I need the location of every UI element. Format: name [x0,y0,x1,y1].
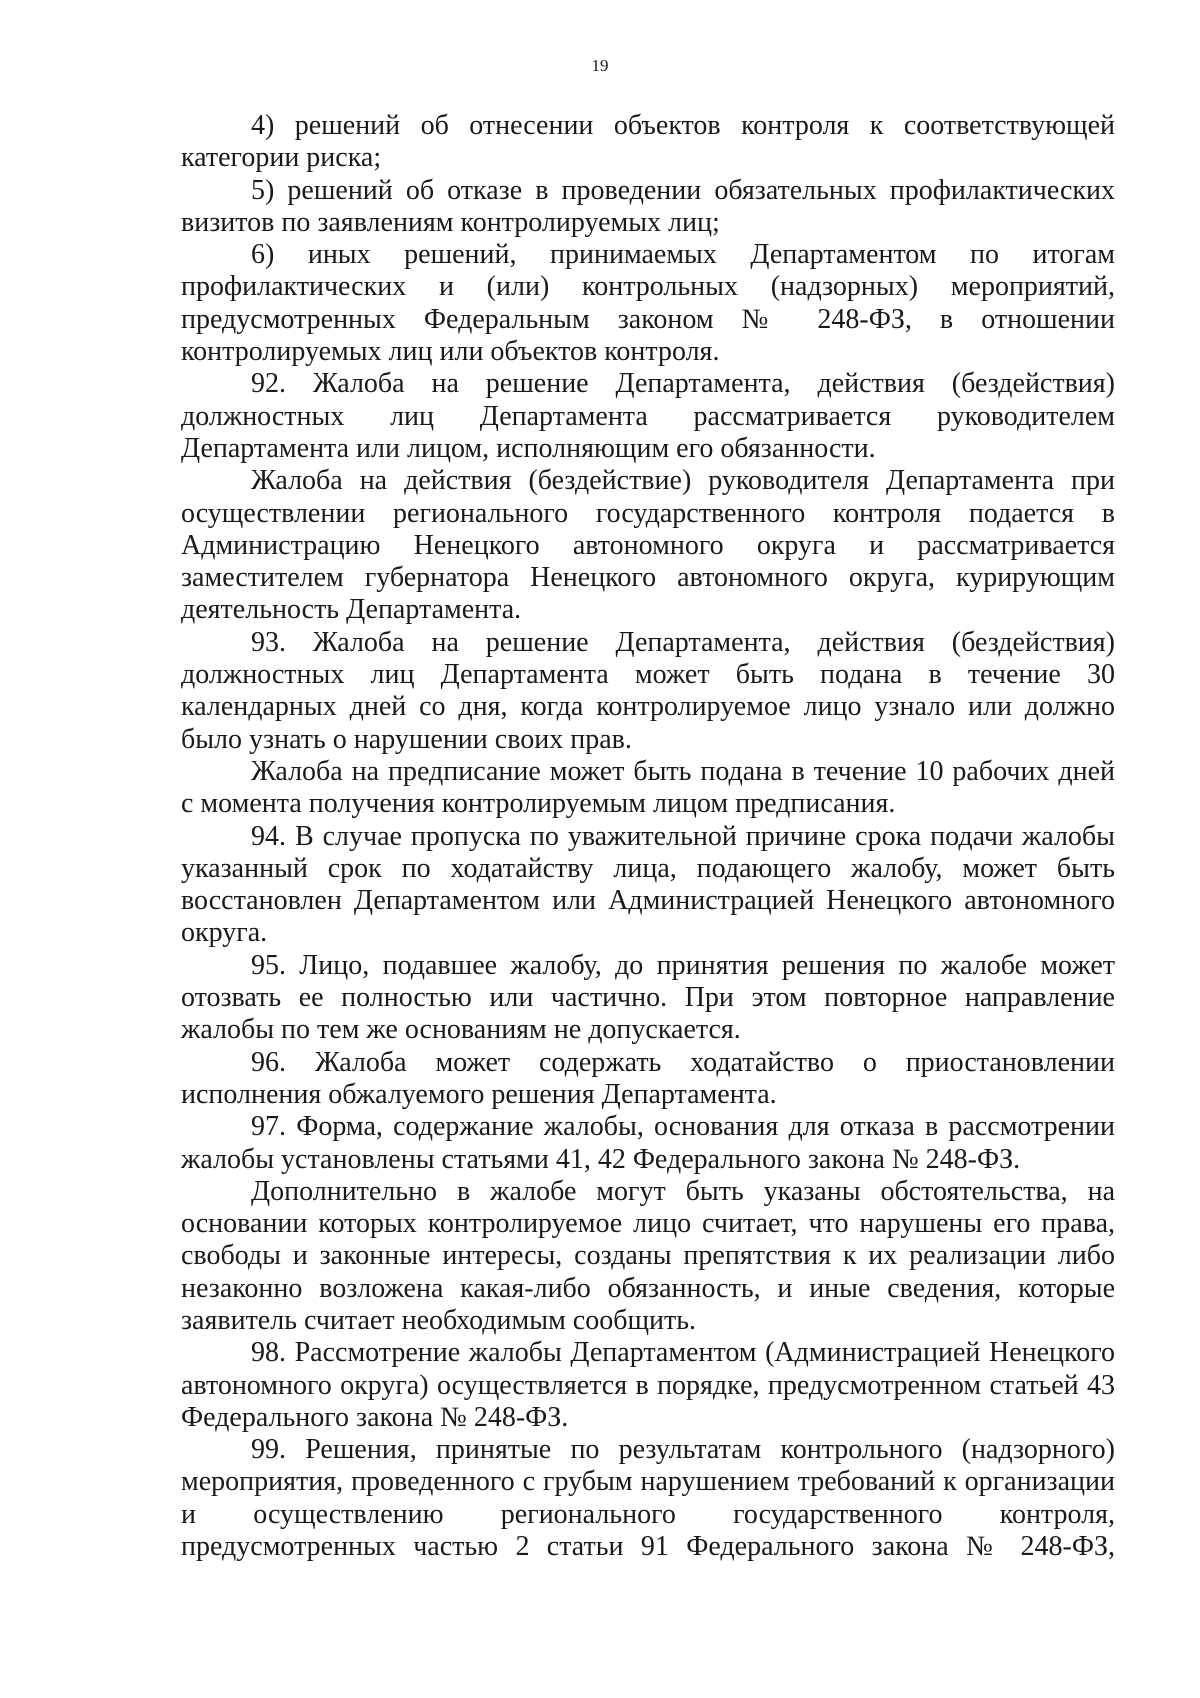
paragraph-93-order: Жалоба на предписание может быть подана в течение 10 рабочих дней с момента получения контролируемым лицом предписания. [181,755,1115,820]
paragraph-95: 95. Лицо, подавшее жалобу, до принятия решения по жалобе может отозвать ее полностью или частично. При этом повторное направление жалобы по тем же основаниям не допускается. [181,949,1115,1046]
paragraph-97: 97. Форма, содержание жалобы, основания для отказа в рассмотрении жалобы установлены статьями 41, 42 Федерального закона № 248-ФЗ. [181,1111,1115,1175]
paragraph-99: 99. Решения, принятые по результатам контрольного (надзорного) мероприятия, проведенного с грубым нарушением требований к организации и осуществлению регионального государственного контроля, предусмотренных частью 2 статьи 91 Федерального закона № 248-ФЗ, [181,1434,1115,1563]
paragraph-item-5: 5) решений об отказе в проведении обязательных профилактических визитов по заявлениям контролируемых лиц; [181,174,1115,238]
paragraph-96: 96. Жалоба может содержать ходатайство о приостановлении исполнения обжалуемого решения Департамента. [181,1046,1115,1110]
page-number: 19 [591,56,609,75]
paragraph-item-6: 6) иных решений, принимаемых Департаментом по итогам профилактических и (или) контрольных (надзорных) мероприятий, предусмотренных Федеральным законом № 248-ФЗ, в отношении контролируемых лиц или объектов контроля. [181,239,1115,368]
paragraph-92: 92. Жалоба на решение Департамента, действия (бездействия) должностных лиц Департамента рассматривается руководителем Департамента или лицом, исполняющим его обязанности. [181,368,1115,464]
document-body [181,110,1115,1563]
paragraph-item-4: 4) решений об отнесении объектов контроля к соответствующей категории риска; [181,110,1115,174]
paragraph-98: 98. Рассмотрение жалобы Департаментом (Администрацией Ненецкого автономного округа) осуществляется в порядке, предусмотренном статьей 43 Федерального закона № 248-ФЗ. [181,1337,1115,1433]
paragraph-94: 94. В случае пропуска по уважительной причине срока подачи жалобы указанный срок по ходатайству лица, подающего жалобу, может быть восстановлен Департаментом или Администрацией Ненецкого автономного округа. [181,820,1115,949]
paragraph-97-additional: Дополнительно в жалобе могут быть указаны обстоятельства, на основании которых контролируемое лицо считает, что нарушены его права, свободы и законные интересы, созданы препятствия к их реализации либо незаконно возложена какая-либо обязанность, и иные сведения, которые заявитель считает необходимым сообщить. [181,1175,1115,1336]
paragraph-92-complaint-head: Жалоба на действия (бездействие) руководителя Департамента при осуществлении регионального государственного контроля подается в Администрацию Ненецкого автономного округа и рассматривается заместителем губернатора Ненецкого автономного округа, курирующим деятельность Департамента. [181,465,1115,626]
paragraph-93: 93. Жалоба на решение Департамента, действия (бездействия) должностных лиц Департамента может быть подана в течение 30 календарных дней со дня, когда контролируемое лицо узнало или должно было узнать о нарушении своих прав. [181,626,1115,755]
